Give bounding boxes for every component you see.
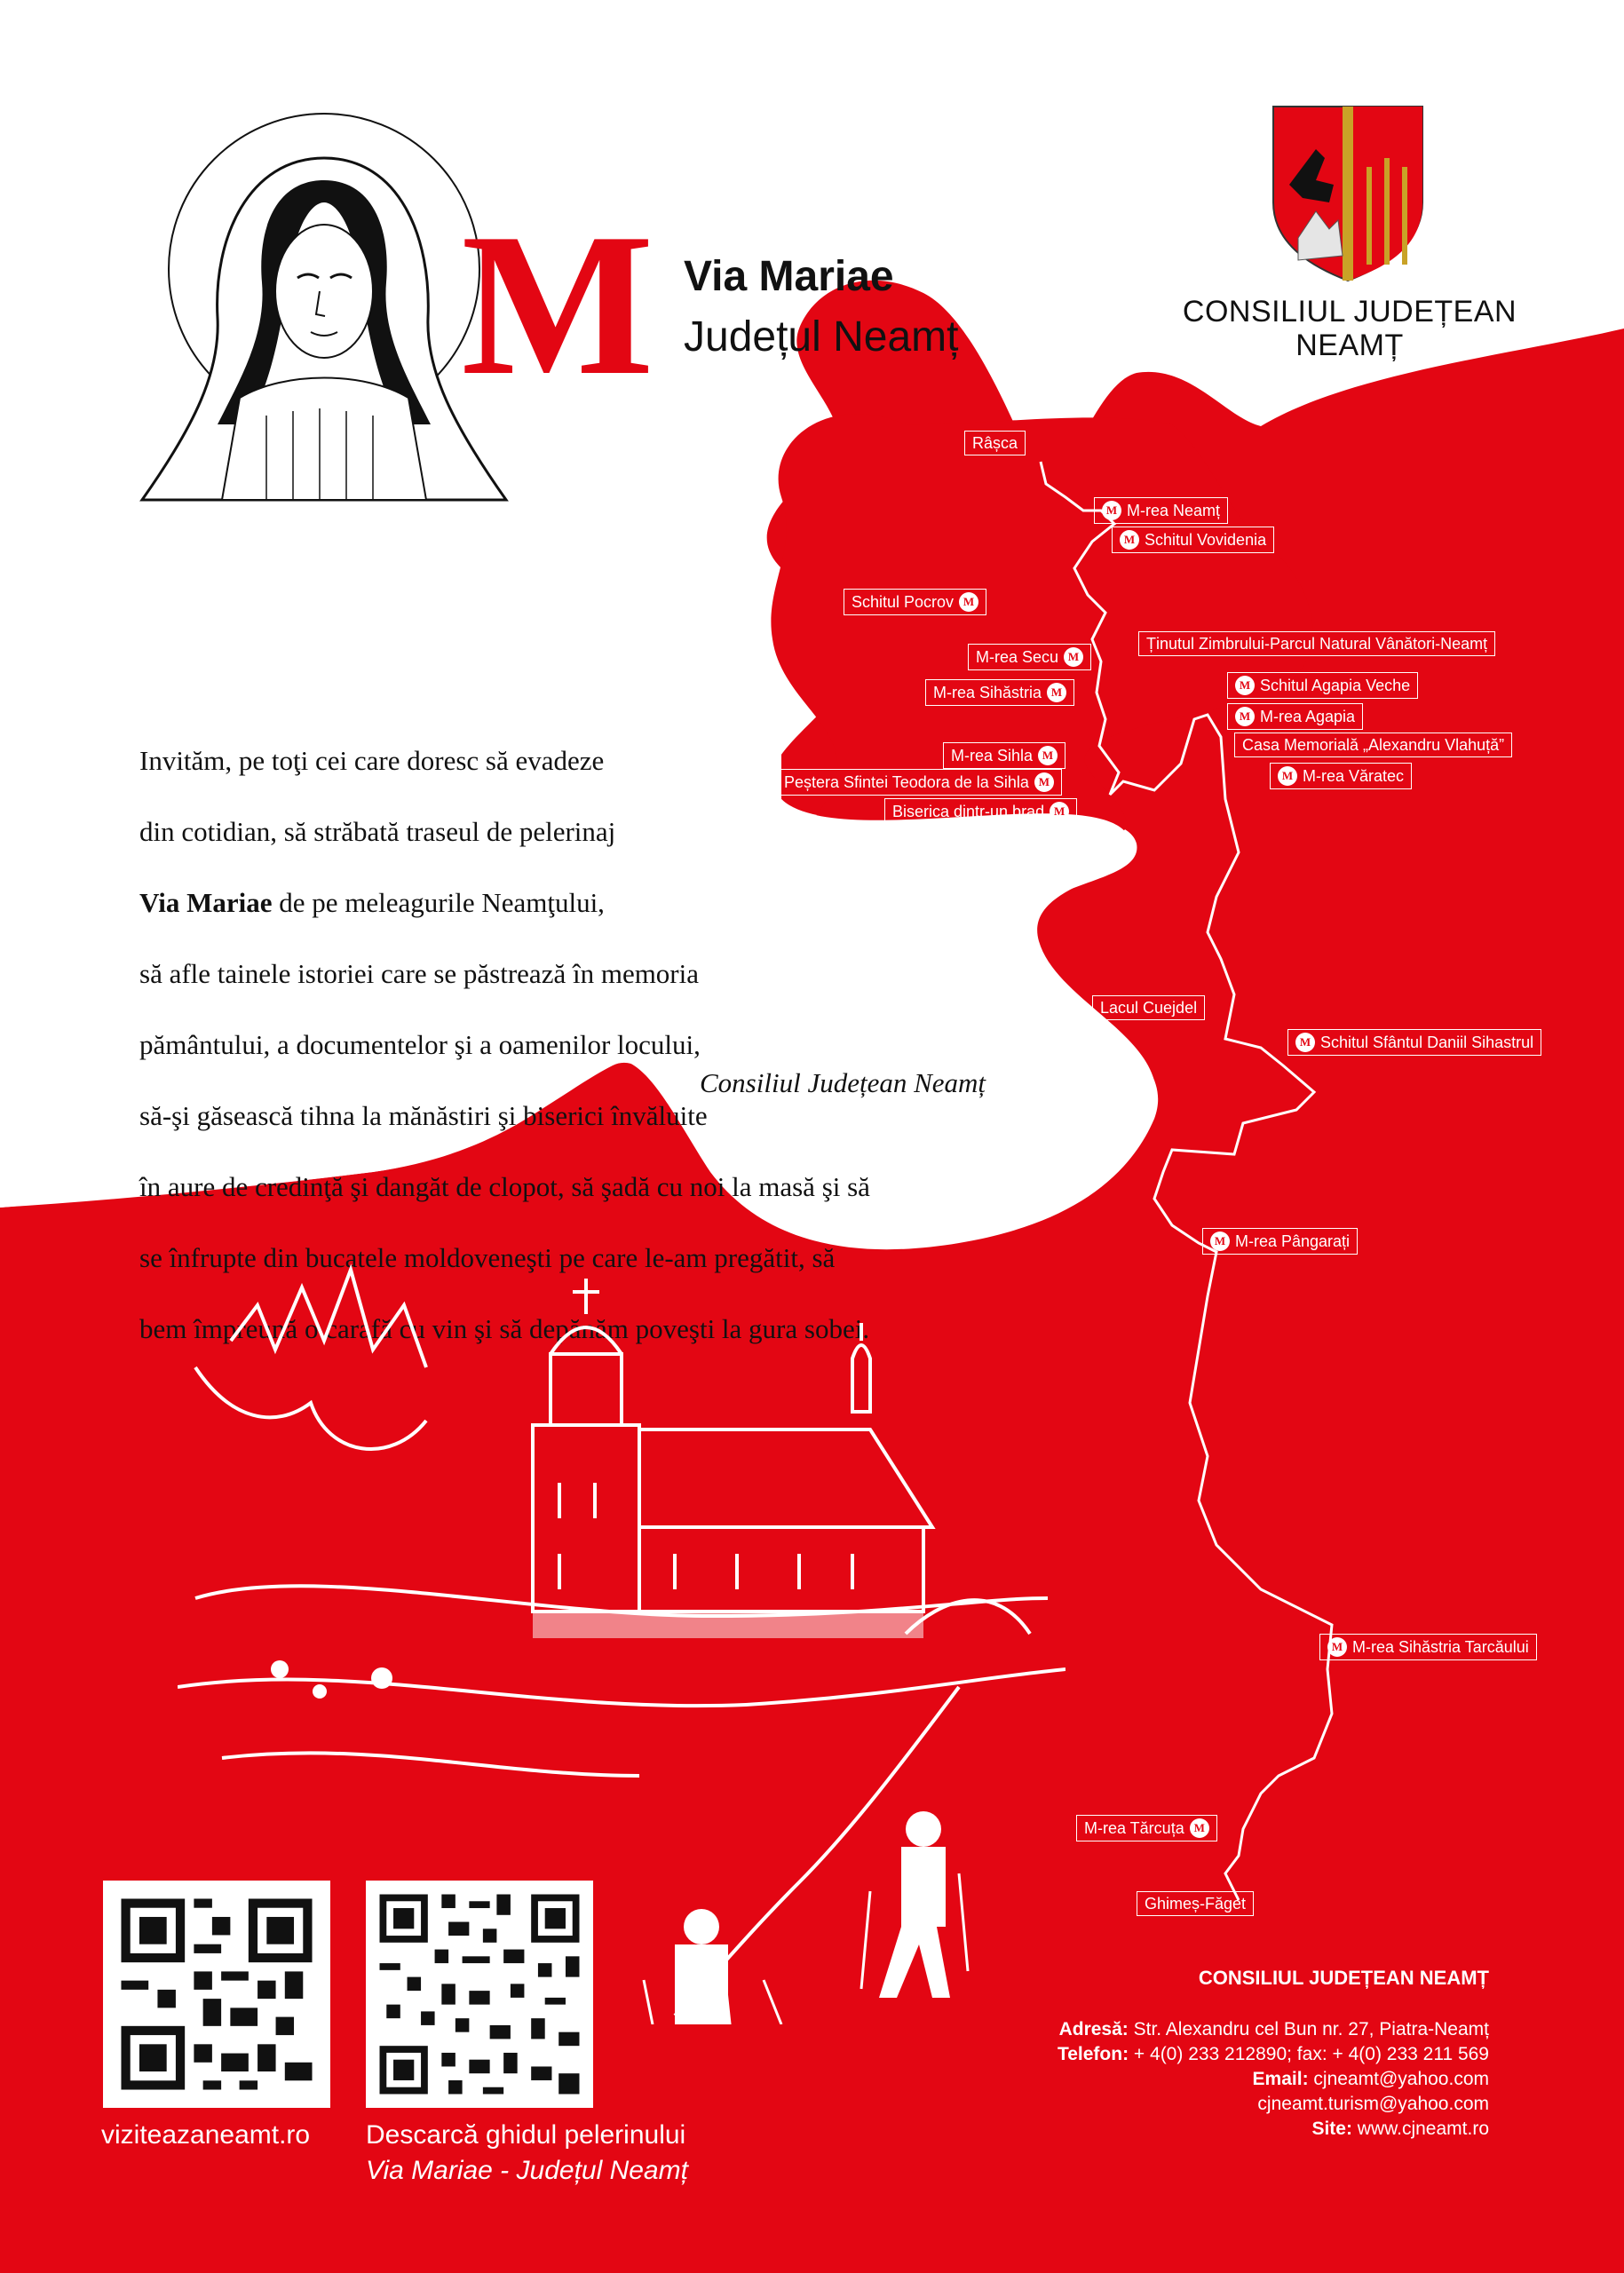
route-stop-label: M-rea Secu <box>976 648 1059 666</box>
intro-line: să-şi găsească tihna la mănăstiri şi biserici învăluite <box>139 1100 708 1131</box>
monogram-icon: M <box>1050 802 1069 821</box>
qr-guide-sublabel: Via Mariae - Județul Neamț <box>366 2156 688 2185</box>
route-stop-label: Râșca <box>972 434 1018 452</box>
route-stop[interactable] <box>1094 497 1228 524</box>
page-title: Via Mariae <box>684 253 894 300</box>
route-stop[interactable] <box>1227 672 1418 699</box>
route-stop[interactable] <box>1234 733 1512 757</box>
route-stop-label: Schitul Sfântul Daniil Sihastrul <box>1320 1034 1534 1051</box>
council-logo-text <box>1181 295 1518 362</box>
route-stop[interactable] <box>1319 1634 1537 1660</box>
intro-line: se înfrupte din bucatele moldoveneşti pe care le-am pregătit, să <box>139 1242 836 1273</box>
route-stop-label: Schitul Agapia Veche <box>1260 677 1411 694</box>
route-stop[interactable] <box>968 644 1091 670</box>
via-mariae-monogram-icon <box>424 222 691 395</box>
route-stop-label: M-rea Văratec <box>1303 767 1405 785</box>
route-stop-label: Casa Memorială „Alexandru Vlahuță” <box>1242 736 1505 754</box>
monogram-icon: M <box>1190 1818 1209 1838</box>
route-stop[interactable] <box>1287 1029 1541 1056</box>
route-stop[interactable] <box>884 798 1077 825</box>
qr-code-pattern <box>366 1881 593 2108</box>
intro-line: Invităm, pe toţi cei care doresc să evadeze <box>139 745 605 776</box>
route-stop[interactable] <box>1138 631 1495 656</box>
route-stop-label: M-rea Sihăstria Tarcăului <box>1352 1638 1529 1656</box>
qr-code-pattern <box>103 1881 330 2108</box>
route-stop-label: Lacul Cuejdel <box>1100 999 1198 1017</box>
qr-website-label[interactable]: viziteazaneamt.ro <box>101 2120 311 2150</box>
route-stop[interactable] <box>1137 1891 1254 1916</box>
qr-guide-label: Descarcă ghidul pelerinului <box>366 2120 686 2150</box>
route-stop-label: Peștera Sfintei Teodora de la Sihla <box>784 773 1029 791</box>
contact-address-value: Str. Alexandru cel Bun nr. 27, Piatra-Neamț <box>1128 2019 1489 2039</box>
contact-email-value[interactable]: cjneamt@yahoo.com <box>1308 2069 1489 2089</box>
monogram-icon: M <box>1120 530 1139 550</box>
monogram-icon: M <box>1235 676 1255 695</box>
council-logo-line1: CONSILIUL JUDEȚEAN <box>1182 295 1517 329</box>
monogram-icon: M <box>1064 647 1083 667</box>
contact-org: CONSILIUL JUDEȚEAN NEAMȚ <box>1198 1967 1489 1989</box>
contact-phone-value: + 4(0) 233 212890; fax: + 4(0) 233 211 569 <box>1129 2044 1489 2064</box>
coat-of-arms-icon <box>1271 105 1424 282</box>
route-stop-label: M-rea Sihla <box>951 747 1034 764</box>
route-stop[interactable] <box>943 742 1066 769</box>
monogram-icon: M <box>1295 1033 1315 1052</box>
route-stop-label: M-rea Agapia <box>1260 708 1356 725</box>
route-stop-label: M-rea Pângarați <box>1235 1232 1351 1250</box>
monogram-icon: M <box>1235 707 1255 726</box>
intro-line: pământului, a documentelor şi a oamenilor locului, <box>139 1029 701 1060</box>
route-stop[interactable] <box>1202 1228 1358 1255</box>
route-stop-label: Ținutul Zimbrului-Parcul Natural Vânători-Neamț <box>1146 635 1488 653</box>
route-stop[interactable] <box>1092 995 1205 1020</box>
route-stop-label: M-rea Neamț <box>1127 502 1221 519</box>
route-stop-label: Schitul Pocrov <box>852 593 955 611</box>
monogram-icon: M <box>1210 1232 1230 1251</box>
intro-line: bem împreună o carafă cu vin şi să depănăm poveşti la gura sobei. <box>139 1313 870 1344</box>
contact-details <box>1058 2017 1489 2142</box>
page-subtitle: Județul Neamț <box>684 313 959 360</box>
route-stop[interactable] <box>844 589 986 615</box>
contact-site <box>1058 2117 1489 2142</box>
route-stop-label: M-rea Sihăstria <box>933 684 1042 701</box>
monogram-icon: M <box>959 592 978 612</box>
route-stop[interactable] <box>964 431 1026 455</box>
route-stop-label: Biserica dintr-un brad <box>892 803 1045 820</box>
monogram-icon: M <box>1038 746 1058 765</box>
monogram-icon: M <box>1102 501 1121 520</box>
route-stop[interactable] <box>776 769 1062 796</box>
route-stop-label: Schitul Vovidenia <box>1145 531 1267 549</box>
qr-code-website[interactable] <box>103 1881 330 2108</box>
intro-line: să afle tainele istoriei care se păstrează în memoria <box>139 958 700 989</box>
council-logo-line2: NEAMȚ <box>1295 329 1404 362</box>
monogram-icon: M <box>1327 1637 1347 1657</box>
intro-bold-via-mariae: Via Mariae <box>139 887 273 918</box>
route-stop[interactable] <box>1112 527 1274 553</box>
contact-site-label: Site: <box>1311 2119 1352 2139</box>
contact-email <box>1058 2067 1489 2092</box>
contact-site-value[interactable]: www.cjneamt.ro <box>1351 2119 1489 2139</box>
route-stop[interactable] <box>1270 763 1412 789</box>
intro-line: din cotidian, să străbată traseul de pelerinaj <box>139 816 616 847</box>
contact-phone-label: Telefon: <box>1057 2044 1129 2064</box>
route-stop[interactable] <box>1076 1815 1217 1841</box>
intro-line: în aure de credinţă şi dangăt de clopot, să şadă cu noi la masă şi să <box>139 1171 870 1202</box>
contact-email-label: Email: <box>1252 2069 1309 2089</box>
contact-email-2[interactable]: cjneamt.turism@yahoo.com <box>1257 2094 1489 2114</box>
contact-address-label: Adresă: <box>1058 2019 1129 2039</box>
intro-signature: Consiliul Județean Neamț <box>700 1067 986 1098</box>
intro-line-rest: de pe meleagurile Neamţului, <box>272 887 605 918</box>
monogram-icon: M <box>1034 772 1054 792</box>
route-stop-label: M-rea Tărcuța <box>1084 1819 1184 1837</box>
route-stop-label: Ghimeș-Făget <box>1145 1895 1247 1913</box>
monogram-icon: M <box>1047 683 1066 702</box>
qr-code-guide[interactable] <box>366 1881 593 2108</box>
intro-line <box>139 885 1081 921</box>
monogram-icon: M <box>1278 766 1297 786</box>
route-stop[interactable] <box>925 679 1074 706</box>
contact-address <box>1058 2017 1489 2042</box>
route-stop[interactable] <box>1227 703 1363 730</box>
contact-phone <box>1058 2042 1489 2067</box>
svg-text:M: M <box>461 222 654 395</box>
